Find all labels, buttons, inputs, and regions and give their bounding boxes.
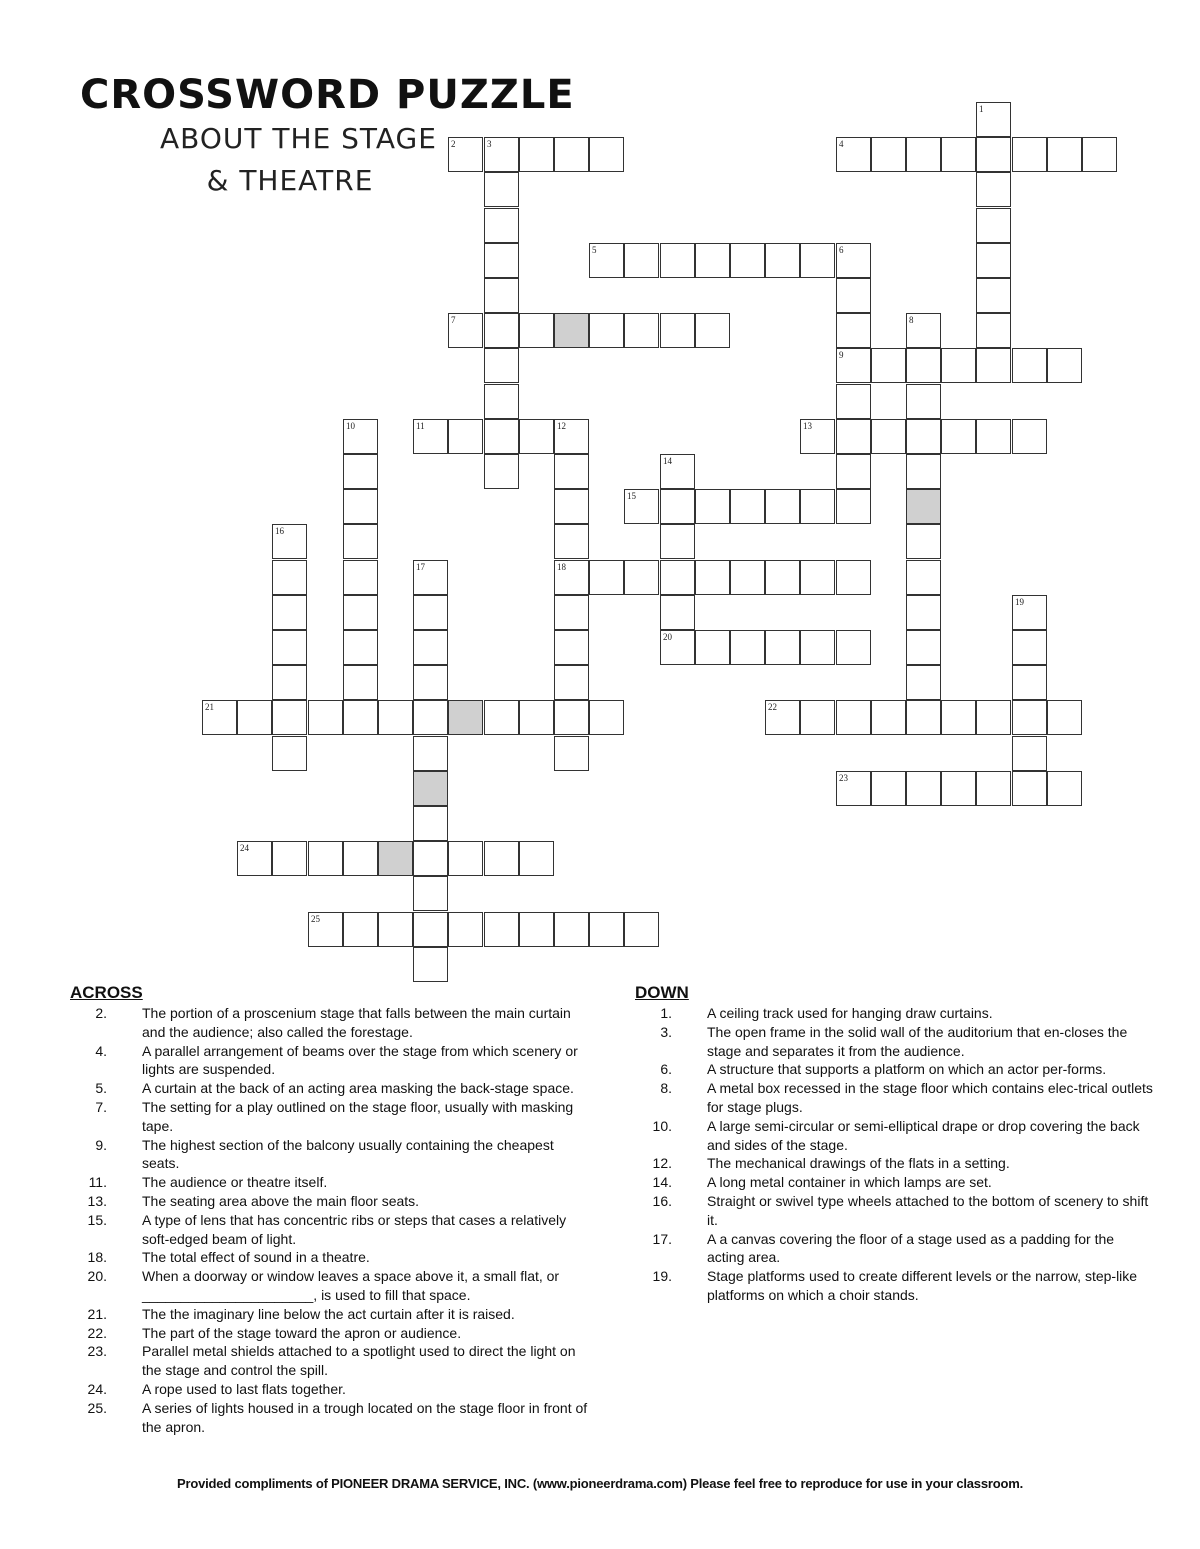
page-subtitle-line2: & THEATRE: [206, 164, 374, 197]
grid-cell[interactable]: [976, 700, 1011, 735]
across-clue: [70, 1192, 590, 1211]
grid-cell[interactable]: [906, 348, 941, 383]
grid-cell[interactable]: [941, 348, 976, 383]
grid-cell[interactable]: [413, 947, 448, 982]
grid-cell[interactable]: [484, 912, 519, 947]
across-clue: [70, 1136, 590, 1174]
grid-cell[interactable]: [836, 243, 871, 278]
clue-text: The portion of a proscenium stage that falls between the main curtain and the audience; also called the forestage.: [142, 1005, 571, 1040]
clue-number-label: 3.: [660, 1023, 672, 1040]
grid-cell[interactable]: [906, 665, 941, 700]
clue-text: The mechanical drawings of the flats in a setting.: [707, 1155, 1010, 1172]
grid-cell[interactable]: [413, 806, 448, 841]
grid-cell[interactable]: [589, 700, 624, 735]
grid-cell[interactable]: [413, 665, 448, 700]
clue-text: A type of lens that has concentric ribs or steps that cases a relatively soft-edged beam of light.: [142, 1211, 567, 1247]
down-clue: [635, 1230, 1155, 1268]
grid-cell[interactable]: [1012, 665, 1047, 700]
grid-cell[interactable]: [906, 700, 941, 735]
shaded-cell: [413, 771, 448, 806]
grid-cell[interactable]: [413, 841, 448, 876]
grid-cell[interactable]: [871, 419, 906, 454]
clue-text: A parallel arrangement of beams over the stage from which scenery or lights are suspended.: [142, 1042, 578, 1078]
clue-number-label: 9.: [95, 1136, 107, 1153]
down-clue: [635, 1117, 1155, 1155]
grid-cell[interactable]: [554, 700, 589, 735]
grid-cell[interactable]: [554, 595, 589, 630]
across-clue: [70, 1042, 590, 1080]
across-clue: [70, 1399, 590, 1437]
grid-cell[interactable]: [906, 454, 941, 489]
grid-cell[interactable]: [413, 630, 448, 665]
grid-cell[interactable]: [413, 560, 448, 595]
grid-cell[interactable]: [343, 630, 378, 665]
clue-number: 3: [487, 139, 492, 149]
grid-cell[interactable]: [871, 137, 906, 172]
grid-cell[interactable]: [343, 912, 378, 947]
grid-cell[interactable]: [836, 348, 871, 383]
grid-cell[interactable]: [343, 665, 378, 700]
grid-cell[interactable]: [272, 841, 307, 876]
grid-cell[interactable]: [976, 102, 1011, 137]
clue-text: The setting for a play outlined on the stage floor, usually with masking tape.: [142, 1098, 574, 1134]
grid-cell[interactable]: [660, 595, 695, 630]
clue-text: A a canvas covering the floor of a stage used as a padding for the acting area.: [707, 1230, 1115, 1266]
grid-cell[interactable]: [836, 384, 871, 419]
grid-cell[interactable]: [624, 243, 659, 278]
across-clue-list: [70, 1004, 590, 1436]
across-clue: [70, 1098, 590, 1136]
grid-cell[interactable]: [976, 137, 1011, 172]
grid-cell[interactable]: [484, 243, 519, 278]
clue-number: 4: [839, 139, 844, 149]
grid-cell[interactable]: [1047, 700, 1082, 735]
grid-cell[interactable]: [272, 595, 307, 630]
grid-cell[interactable]: [308, 841, 343, 876]
grid-cell[interactable]: [272, 560, 307, 595]
clue-number: 10: [346, 421, 355, 431]
clue-text: A series of lights housed in a trough located on the stage floor in front of the apron.: [142, 1399, 588, 1435]
grid-cell[interactable]: [554, 912, 589, 947]
grid-cell[interactable]: [448, 912, 483, 947]
clue-text: A ceiling track used for hanging draw curtains.: [707, 1005, 993, 1021]
grid-cell[interactable]: [941, 419, 976, 454]
down-clue: [635, 1023, 1155, 1061]
grid-cell[interactable]: [589, 243, 624, 278]
grid-cell[interactable]: [906, 524, 941, 559]
grid-cell[interactable]: [448, 419, 483, 454]
clue-text: The audience or theatre itself.: [142, 1174, 328, 1191]
grid-cell[interactable]: [237, 700, 272, 735]
grid-cell[interactable]: [800, 243, 835, 278]
grid-cell[interactable]: [519, 841, 554, 876]
clue-number: 22: [768, 702, 777, 712]
grid-cell[interactable]: [554, 560, 589, 595]
grid-cell[interactable]: [378, 912, 413, 947]
grid-cell[interactable]: [202, 700, 237, 735]
grid-cell[interactable]: [484, 208, 519, 243]
clue-number: 20: [663, 632, 672, 642]
grid-cell[interactable]: [343, 560, 378, 595]
grid-cell[interactable]: [589, 560, 624, 595]
page-title: CROSSWORD PUZZLE: [80, 72, 575, 118]
grid-cell[interactable]: [765, 630, 800, 665]
grid-cell[interactable]: [272, 700, 307, 735]
grid-cell[interactable]: [871, 348, 906, 383]
grid-cell[interactable]: [589, 912, 624, 947]
grid-cell[interactable]: [448, 841, 483, 876]
grid-cell[interactable]: [1012, 771, 1047, 806]
grid-cell[interactable]: [1012, 595, 1047, 630]
grid-cell[interactable]: [765, 489, 800, 524]
down-clue: [635, 1004, 1155, 1023]
grid-cell[interactable]: [624, 313, 659, 348]
clue-number: 13: [803, 421, 812, 431]
grid-cell[interactable]: [308, 700, 343, 735]
grid-cell[interactable]: [906, 384, 941, 419]
grid-cell[interactable]: [695, 243, 730, 278]
grid-cell[interactable]: [906, 630, 941, 665]
grid-cell[interactable]: [484, 278, 519, 313]
grid-cell[interactable]: [976, 208, 1011, 243]
clue-text: The seating area above the main floor seats.: [142, 1192, 420, 1209]
grid-cell[interactable]: [413, 419, 448, 454]
grid-cell[interactable]: [730, 630, 765, 665]
clue-number: 8: [909, 315, 914, 325]
grid-cell[interactable]: [836, 489, 871, 524]
grid-cell[interactable]: [836, 419, 871, 454]
grid-cell[interactable]: [765, 700, 800, 735]
grid-cell[interactable]: [836, 278, 871, 313]
grid-cell[interactable]: [660, 313, 695, 348]
clue-number: 16: [275, 526, 284, 536]
grid-cell[interactable]: [1047, 137, 1082, 172]
grid-cell[interactable]: [272, 736, 307, 771]
clue-number-label: 10.: [652, 1117, 672, 1134]
shaded-cell: [906, 489, 941, 524]
across-clue: [70, 1248, 590, 1267]
clue-number-label: 22.: [87, 1324, 107, 1341]
grid-cell[interactable]: [836, 700, 871, 735]
grid-cell[interactable]: [272, 665, 307, 700]
grid-cell[interactable]: [660, 489, 695, 524]
clue-text: Straight or swivel type wheels attached to the bottom of scenery to shift it.: [707, 1192, 1149, 1228]
grid-cell[interactable]: [554, 489, 589, 524]
grid-cell[interactable]: [1012, 630, 1047, 665]
grid-cell[interactable]: [976, 313, 1011, 348]
clue-number: 7: [451, 315, 456, 325]
grid-cell[interactable]: [554, 630, 589, 665]
grid-cell[interactable]: [1012, 736, 1047, 771]
clue-number-label: 6.: [660, 1061, 672, 1078]
grid-cell[interactable]: [906, 313, 941, 348]
grid-cell[interactable]: [800, 489, 835, 524]
down-heading: DOWN: [635, 983, 689, 1002]
clue-number-label: 5.: [95, 1080, 107, 1097]
grid-cell[interactable]: [343, 595, 378, 630]
grid-cell[interactable]: [836, 771, 871, 806]
grid-cell[interactable]: [976, 278, 1011, 313]
down-clue: [635, 1154, 1155, 1173]
clue-number-label: 2.: [95, 1005, 107, 1021]
page-subtitle-line1: ABOUT THE STAGE: [160, 122, 437, 155]
footer-credit: Provided compliments of PIONEER DRAMA SERVICE, INC. (www.pioneerdrama.com) Please feel free to reproduce for use in your classroom.: [177, 1476, 1023, 1491]
clue-number-label: 24.: [87, 1380, 107, 1397]
across-clue: [70, 1380, 590, 1399]
clue-text: A rope used to last flats together.: [142, 1380, 346, 1397]
clue-text: A curtain at the back of an acting area masking the back-stage space.: [142, 1080, 574, 1097]
across-clue: [70, 1324, 590, 1343]
grid-cell[interactable]: [836, 630, 871, 665]
clue-number-label: 12.: [652, 1155, 672, 1172]
clue-number-label: 8.: [660, 1080, 672, 1097]
grid-cell[interactable]: [976, 419, 1011, 454]
across-heading: ACROSS: [70, 983, 143, 1002]
clue-number-label: 19.: [652, 1268, 672, 1285]
shaded-cell: [448, 700, 483, 735]
grid-cell[interactable]: [976, 348, 1011, 383]
down-clues: [635, 982, 1155, 1305]
clue-number-label: 14.: [652, 1174, 672, 1191]
grid-cell[interactable]: [484, 384, 519, 419]
clue-number: 21: [205, 702, 214, 712]
grid-cell[interactable]: [730, 489, 765, 524]
grid-cell[interactable]: [519, 419, 554, 454]
clue-number: 24: [240, 843, 249, 853]
grid-cell[interactable]: [519, 700, 554, 735]
down-clue-list: [635, 1004, 1155, 1305]
clue-text: A metal box recessed in the stage floor which contains elec-trical outlets for stage plugs.: [707, 1080, 1153, 1115]
across-clues: [70, 982, 590, 1436]
grid-cell[interactable]: [554, 419, 589, 454]
clue-number: 23: [839, 773, 848, 783]
grid-cell[interactable]: [836, 560, 871, 595]
grid-cell[interactable]: [1012, 700, 1047, 735]
grid-cell[interactable]: [272, 524, 307, 559]
grid-cell[interactable]: [378, 700, 413, 735]
grid-cell[interactable]: [308, 912, 343, 947]
grid-cell[interactable]: [800, 700, 835, 735]
grid-cell[interactable]: [624, 489, 659, 524]
grid-cell[interactable]: [448, 313, 483, 348]
clue-number-label: 18.: [87, 1249, 107, 1266]
clue-number-label: 11.: [88, 1174, 107, 1191]
grid-cell[interactable]: [660, 560, 695, 595]
grid-cell[interactable]: [800, 419, 835, 454]
grid-cell[interactable]: [906, 560, 941, 595]
clue-number-label: 16.: [652, 1192, 672, 1209]
clue-number: 14: [663, 456, 672, 466]
grid-cell[interactable]: [1012, 348, 1047, 383]
grid-cell[interactable]: [906, 419, 941, 454]
clue-number-label: 20.: [87, 1268, 107, 1285]
grid-cell[interactable]: [519, 313, 554, 348]
grid-cell[interactable]: [800, 630, 835, 665]
grid-cell[interactable]: [413, 595, 448, 630]
grid-cell[interactable]: [484, 700, 519, 735]
grid-cell[interactable]: [343, 524, 378, 559]
grid-cell[interactable]: [906, 771, 941, 806]
clue-number: 19: [1015, 597, 1024, 607]
grid-cell[interactable]: [800, 560, 835, 595]
across-clue: [70, 1342, 590, 1380]
grid-cell[interactable]: [237, 841, 272, 876]
grid-cell[interactable]: [624, 560, 659, 595]
grid-cell[interactable]: [1047, 771, 1082, 806]
grid-cell[interactable]: [484, 172, 519, 207]
grid-cell[interactable]: [660, 630, 695, 665]
clue-number-label: 4.: [95, 1042, 107, 1059]
clue-text: The highest section of the balcony usually containing the cheapest seats.: [142, 1136, 554, 1172]
clue-text: Parallel metal shields attached to a spotlight used to direct the light on the stage and control the spill.: [142, 1343, 576, 1379]
clue-number-label: 15.: [87, 1211, 107, 1228]
grid-cell[interactable]: [765, 560, 800, 595]
grid-cell[interactable]: [695, 313, 730, 348]
grid-cell[interactable]: [272, 630, 307, 665]
grid-cell[interactable]: [695, 489, 730, 524]
grid-cell[interactable]: [906, 137, 941, 172]
down-clue: [635, 1192, 1155, 1230]
clue-number-label: 25.: [87, 1399, 107, 1416]
grid-cell[interactable]: [343, 700, 378, 735]
down-clue: [635, 1060, 1155, 1079]
grid-cell[interactable]: [519, 137, 554, 172]
clue-text: The total effect of sound in a theatre.: [142, 1249, 370, 1266]
grid-cell[interactable]: [976, 243, 1011, 278]
across-clue: [70, 1173, 590, 1192]
grid-cell[interactable]: [1012, 137, 1047, 172]
clue-text: The the imaginary line below the act curtain after it is raised.: [142, 1305, 515, 1322]
clue-number: 9: [839, 350, 844, 360]
clue-number-label: 13.: [87, 1192, 107, 1209]
clue-number: 15: [627, 491, 636, 501]
grid-cell[interactable]: [448, 137, 483, 172]
clue-number: 12: [557, 421, 566, 431]
down-clue: [635, 1267, 1155, 1305]
grid-cell[interactable]: [976, 771, 1011, 806]
shaded-cell: [554, 313, 589, 348]
grid-cell[interactable]: [660, 454, 695, 489]
grid-cell[interactable]: [976, 172, 1011, 207]
grid-cell[interactable]: [554, 665, 589, 700]
grid-cell[interactable]: [343, 841, 378, 876]
grid-cell[interactable]: [836, 313, 871, 348]
grid-cell[interactable]: [941, 771, 976, 806]
clue-text: A large semi-circular or semi-elliptical drape or drop covering the back and sides of the stage.: [707, 1117, 1140, 1153]
clue-text: The part of the stage toward the apron or audience.: [142, 1324, 462, 1341]
across-clue: [70, 1004, 590, 1042]
down-clue: [635, 1079, 1155, 1117]
grid-cell[interactable]: [660, 524, 695, 559]
grid-cell[interactable]: [624, 912, 659, 947]
grid-cell[interactable]: [589, 313, 624, 348]
clue-text: A structure that supports a platform on which an actor per-forms.: [707, 1061, 1107, 1078]
across-clue: [70, 1267, 590, 1305]
grid-cell[interactable]: [413, 912, 448, 947]
clue-number-label: 1.: [660, 1005, 672, 1021]
grid-cell[interactable]: [941, 137, 976, 172]
grid-cell[interactable]: [554, 454, 589, 489]
grid-cell[interactable]: [554, 524, 589, 559]
clue-number: 25: [311, 914, 320, 924]
grid-cell[interactable]: [1082, 137, 1117, 172]
grid-cell[interactable]: [413, 700, 448, 735]
grid-cell[interactable]: [836, 454, 871, 489]
across-clue: [70, 1079, 590, 1098]
grid-cell[interactable]: [343, 419, 378, 454]
grid-cell[interactable]: [484, 348, 519, 383]
clue-number: 1: [979, 104, 984, 114]
grid-cell[interactable]: [765, 243, 800, 278]
clue-number: 17: [416, 562, 425, 572]
grid-cell[interactable]: [554, 736, 589, 771]
grid-cell[interactable]: [871, 771, 906, 806]
grid-cell[interactable]: [660, 243, 695, 278]
grid-cell[interactable]: [1012, 419, 1047, 454]
grid-cell[interactable]: [730, 243, 765, 278]
clue-number: 11: [416, 421, 425, 431]
clue-text: A long metal container in which lamps are set.: [707, 1174, 992, 1191]
clue-number-label: 23.: [87, 1343, 107, 1360]
clue-number-label: 7.: [95, 1098, 107, 1115]
grid-cell[interactable]: [484, 137, 519, 172]
clue-number: 6: [839, 245, 844, 255]
grid-cell[interactable]: [695, 630, 730, 665]
grid-cell[interactable]: [730, 560, 765, 595]
clue-text: When a doorway or window leaves a space above it, a small flat, or ______________________, is used to fill that space.: [142, 1268, 560, 1303]
grid-cell[interactable]: [413, 736, 448, 771]
grid-cell[interactable]: [695, 560, 730, 595]
down-clue: [635, 1173, 1155, 1192]
across-clue: [70, 1305, 590, 1324]
grid-cell[interactable]: [906, 595, 941, 630]
clue-number-label: 17.: [652, 1230, 672, 1247]
grid-cell[interactable]: [836, 137, 871, 172]
grid-cell[interactable]: [871, 700, 906, 735]
clue-number-label: 21.: [87, 1305, 107, 1322]
grid-cell[interactable]: [343, 454, 378, 489]
grid-cell[interactable]: [343, 489, 378, 524]
clue-number: 2: [451, 139, 456, 149]
grid-cell[interactable]: [484, 313, 519, 348]
across-clue: [70, 1211, 590, 1249]
grid-cell[interactable]: [941, 700, 976, 735]
clue-number: 5: [592, 245, 597, 255]
clue-text: The open frame in the solid wall of the auditorium that en-closes the stage and separates it from the audience.: [707, 1023, 1128, 1059]
grid-cell[interactable]: [484, 841, 519, 876]
shaded-cell: [378, 841, 413, 876]
grid-cell[interactable]: [519, 912, 554, 947]
grid-cell[interactable]: [413, 876, 448, 911]
grid-cell[interactable]: [589, 137, 624, 172]
grid-cell[interactable]: [484, 419, 519, 454]
clue-number: 18: [557, 562, 566, 572]
clue-text: Stage platforms used to create different levels or the narrow, step-like platforms on which a choir stands.: [707, 1268, 1138, 1303]
grid-cell[interactable]: [1047, 348, 1082, 383]
grid-cell[interactable]: [554, 137, 589, 172]
grid-cell[interactable]: [484, 454, 519, 489]
